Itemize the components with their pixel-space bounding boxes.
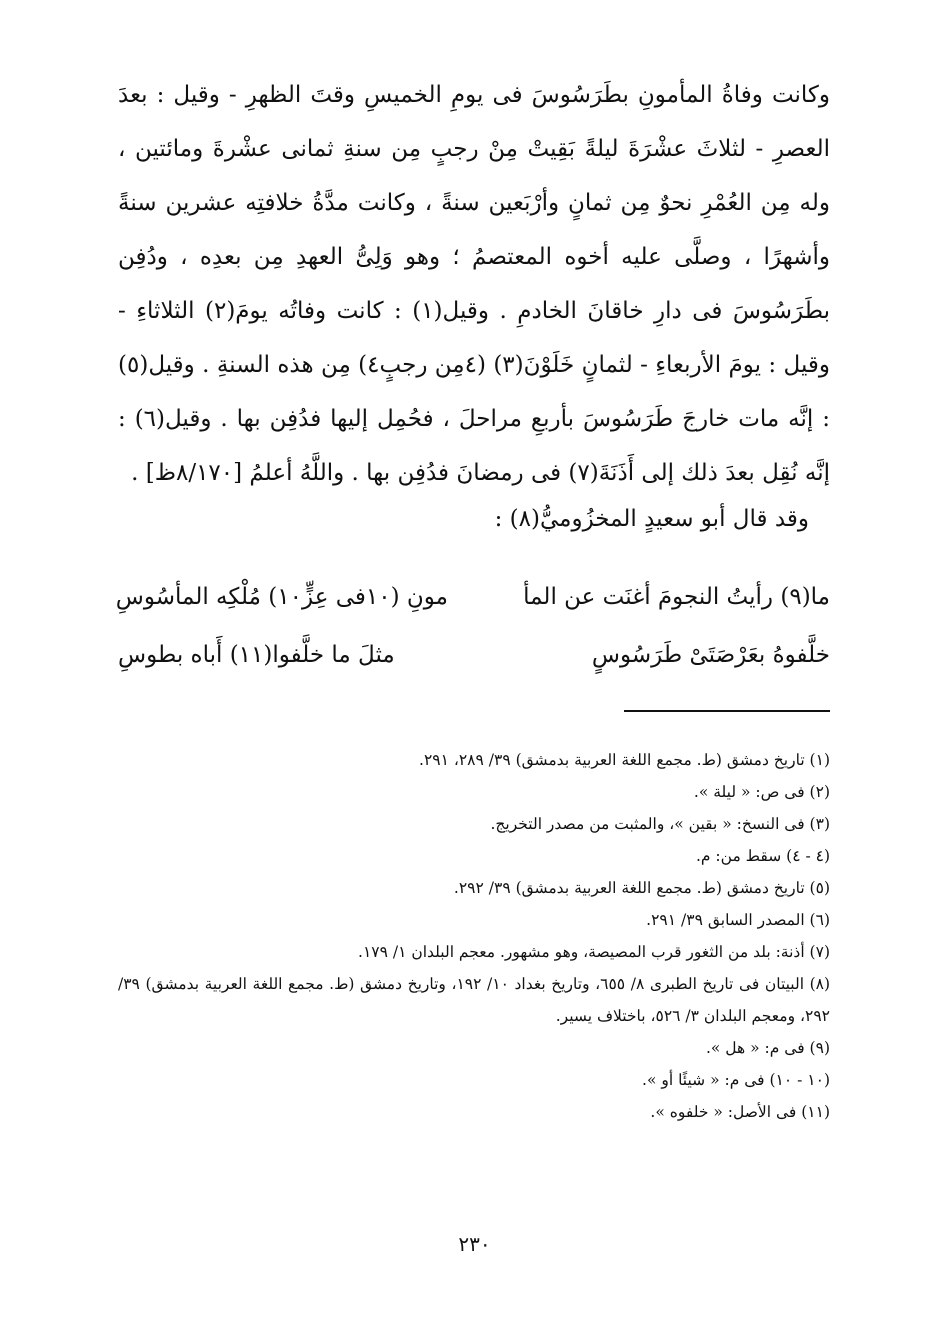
footnote: (١) تاريخ دمشق (ط. مجمع اللغة العربية بدمشق) ٣٩/ ٢٨٩، ٢٩١.	[419, 751, 830, 769]
footnote: (٨) البيتان فى تاريخ الطبرى ٨/ ٦٥٥، وتاريخ بغداد ١٠/ ١٩٢، وتاريخ دمشق (ط. مجمع اللغة العربية بدمشق) ٣٩/ ٢٩٢، ومعجم البلدان ٣/ ٥٢٦، باختلاف يسير.	[118, 975, 831, 1025]
footnote: (١١) فى الأصل: « خلفوه ».	[650, 1103, 830, 1121]
poem	[115, 568, 830, 684]
footnote: (٢) فى ص: « ليلة ».	[693, 783, 830, 801]
second-hemistich: مثلَ ما خلَّفوا(١١) أَباه بطوسِ	[118, 642, 395, 668]
first-hemistich: ما(٩) رأيتُ النجومَ أغنَت عن المأ	[523, 584, 830, 610]
first-hemistich: خلَّفوهُ بعَرْصَتَىْ طَرَسُوسٍ	[591, 642, 830, 668]
page-number: ٢٣٠	[458, 1232, 491, 1256]
footnote: (١٠ - ١٠) فى م: « شيئًا أو ».	[642, 1071, 830, 1089]
second-hemistich: مونِ (١٠فى عِزٍّ١٠) مُلْكِه المأسُوسِ	[115, 584, 448, 610]
footnote-divider	[624, 710, 830, 712]
footnote: (٦) المصدر السابق ٣٩/ ٢٩١.	[646, 911, 830, 929]
footnote: (٧) أذنة: بلد من الثغور قرب المصيصة، وهو مشهور. معجم البلدان ١/ ١٧٩.	[358, 943, 830, 961]
verse-line	[118, 626, 830, 684]
main-paragraph: وكانت وفاةُ المأمونِ بطَرَسُوسَ فى يومِ الخميسِ وقتَ الظهرِ - وقيل : بعدَ العصرِ - لثلاثَ عشْرَةَ ليلةً بَقِيتْ مِنْ رجبٍ مِن سنةِ ثمانى عشْرةَ ومائتين ، وله مِن العُمْرِ نحوٌ مِن ثمانٍ وأرْبَعين سنةً ، وكانت مدَّةُ خلافتِه عشرين سنةً وأشهرًا ، وصلَّى عليه أخوه المعتصمُ ؛ وهو وَلِىُّ العهدِ مِن بعدِه ، ودُفِن بطَرَسُوسَ فى دارِ خاقانَ الخادمِ . وقيل(١) : كانت وفاتُه يومَ(٢) الثلاثاءِ - وقيل : يومَ الأربعاءِ - لثمانٍ خَلَوْنَ(٣) (٤مِن رجبٍ٤) مِن هذه السنةِ . وقيل(٥) : إنَّه مات خارجَ طَرَسُوسَ بأربعِ مراحلَ ، فحُمِل إليها فدُفِن بها . وقيل(٦) : إنَّه نُقِل بعدَ ذلك إلى أَذَنَةَ(٧) فى رمضانَ فدُفِن بها . واللَّهُ أعلمُ [٨/١٧٠ظ] .	[118, 82, 831, 486]
footnote: (٥) تاريخ دمشق (ط. مجمع اللغة العربية بدمشق) ٣٩/ ٢٩٢.	[453, 879, 830, 897]
footnote: (٤ - ٤) سقط من: م.	[695, 847, 830, 865]
verse-line	[115, 568, 830, 626]
footnotes	[118, 744, 830, 1128]
footnote: (٩) فى م: « هل ».	[705, 1039, 830, 1057]
main-text	[118, 68, 830, 500]
poem-intro: وقد قال أبو سعيدٍ المخزُوميُّ(٨) :	[494, 506, 809, 532]
footnote: (٣) فى النسخ: « بقين »، والمثبت من مصدر التخريج.	[490, 815, 830, 833]
